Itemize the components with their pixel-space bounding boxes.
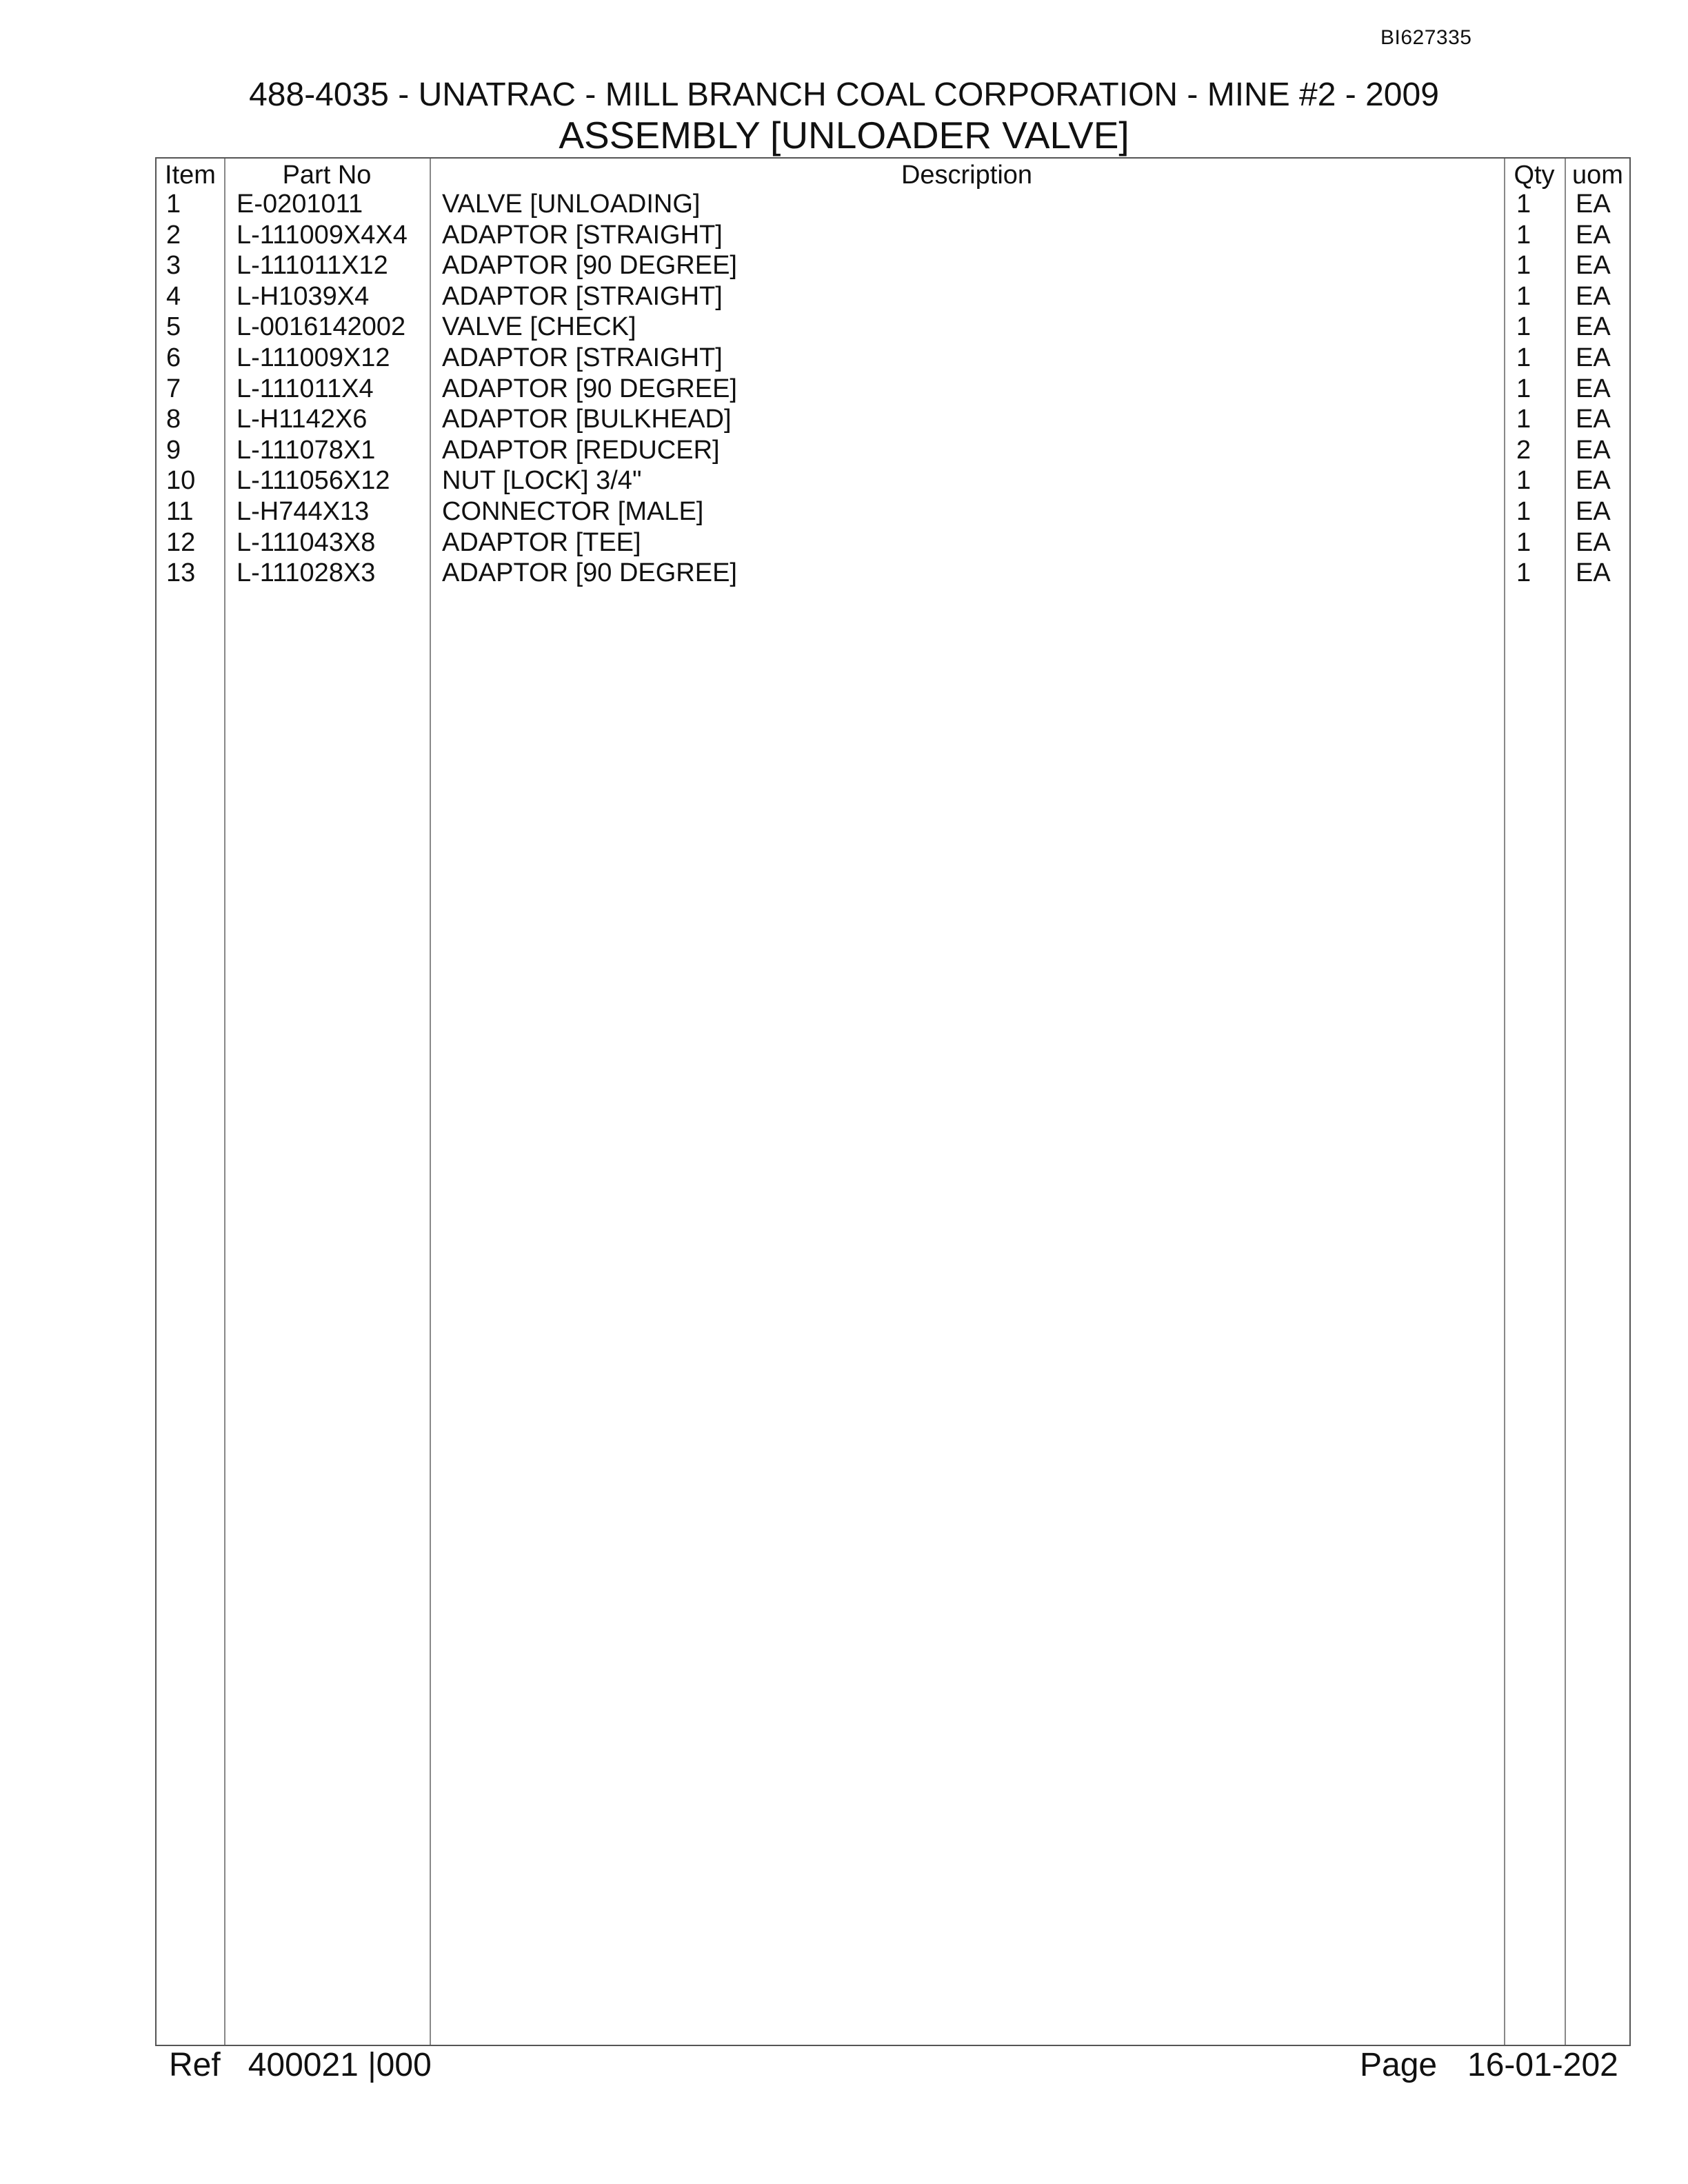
cell-description: ADAPTOR [90 DEGREE] [442,251,737,281]
table-row [157,189,1629,220]
cell-item: 3 [166,251,181,281]
cell-part-no: L-111011X12 [237,251,388,281]
cell-uom: EA [1576,466,1611,496]
cell-item: 5 [166,312,181,342]
parts-table [155,157,1631,2046]
cell-uom: EA [1576,374,1611,403]
cell-part-no: L-111028X3 [237,558,376,588]
cell-description: VALVE [UNLOADING] [442,190,701,219]
cell-item: 9 [166,435,181,465]
assembly-title: ASSEMBLY [UNLOADER VALVE] [559,114,1129,156]
table-row [157,312,1629,343]
cell-uom: EA [1576,190,1611,219]
cell-item: 10 [166,466,196,496]
table-row [157,250,1629,281]
cell-item: 7 [166,374,181,403]
table-row [157,435,1629,466]
cell-uom: EA [1576,281,1611,311]
cell-description: VALVE [CHECK] [442,312,636,342]
cell-part-no: L-111011X4 [237,374,374,403]
cell-part-no: L-H1039X4 [237,281,370,311]
cell-qty: 1 [1516,527,1531,557]
cell-qty: 1 [1516,190,1531,219]
cell-uom: EA [1576,220,1611,250]
cell-item: 13 [166,558,196,588]
cell-description: ADAPTOR [BULKHEAD] [442,405,732,434]
cell-qty: 1 [1516,312,1531,342]
cell-description: ADAPTOR [STRAIGHT] [442,220,723,250]
cell-qty: 2 [1516,435,1531,465]
cell-description: NUT [LOCK] 3/4" [442,466,642,496]
cell-uom: EA [1576,343,1611,372]
cell-qty: 1 [1516,220,1531,250]
cell-description: ADAPTOR [90 DEGREE] [442,374,737,403]
cell-qty: 1 [1516,374,1531,403]
cell-description: ADAPTOR [90 DEGREE] [442,558,737,588]
table-row [157,496,1629,527]
cell-uom: EA [1576,497,1611,526]
table-row [157,374,1629,405]
cell-qty: 1 [1516,343,1531,372]
header-description: Description [901,161,1033,190]
cell-part-no: L-111009X12 [237,343,390,372]
cell-part-no: L-111056X12 [237,466,390,496]
table-row [157,465,1629,496]
cell-item: 6 [166,343,181,372]
table-row [157,343,1629,374]
cell-part-no: L-H1142X6 [237,405,368,434]
cell-part-no: E-0201011 [237,190,363,219]
cell-description: ADAPTOR [STRAIGHT] [442,343,723,372]
document-id: BI627335 [1380,26,1472,49]
table-row [157,527,1629,558]
cell-description: ADAPTOR [REDUCER] [442,435,720,465]
cell-description: ADAPTOR [TEE] [442,527,641,557]
header-item: Item [165,161,216,190]
header-part-no: Part No [282,161,372,190]
cell-part-no: L-H744X13 [237,497,370,526]
cell-part-no: L-111043X8 [237,527,376,557]
ref-label: Ref [169,2047,221,2083]
cell-item: 8 [166,405,181,434]
cell-uom: EA [1576,251,1611,281]
cell-uom: EA [1576,405,1611,434]
cell-part-no: L-0016142002 [237,312,406,342]
cell-description: ADAPTOR [STRAIGHT] [442,281,723,311]
cell-uom: EA [1576,527,1611,557]
cell-item: 12 [166,527,196,557]
cell-qty: 1 [1516,405,1531,434]
cell-item: 11 [166,497,194,526]
ref-number: 400021 |000 [248,2047,432,2083]
cell-uom: EA [1576,558,1611,588]
cell-qty: 1 [1516,281,1531,311]
table-row [157,281,1629,312]
cell-uom: EA [1576,312,1611,342]
header-qty: Qty [1514,161,1555,190]
document-title: 488-4035 - UNATRAC - MILL BRANCH COAL CORPORATION - MINE #2 - 2009 [249,77,1439,113]
cell-item: 1 [166,190,181,219]
footer-reference [169,2046,432,2084]
page-label: Page [1360,2047,1438,2083]
cell-item: 2 [166,220,181,250]
header-uom: uom [1572,161,1623,190]
footer-date: 16-01-202 [1467,2047,1618,2083]
cell-qty: 1 [1516,558,1531,588]
cell-part-no: L-111009X4X4 [237,220,408,250]
cell-description: CONNECTOR [MALE] [442,497,704,526]
table-row [157,404,1629,435]
cell-item: 4 [166,281,181,311]
table-row [157,558,1629,589]
table-row [157,220,1629,251]
cell-part-no: L-111078X1 [237,435,376,465]
cell-qty: 1 [1516,251,1531,281]
cell-uom: EA [1576,435,1611,465]
cell-qty: 1 [1516,497,1531,526]
cell-qty: 1 [1516,466,1531,496]
